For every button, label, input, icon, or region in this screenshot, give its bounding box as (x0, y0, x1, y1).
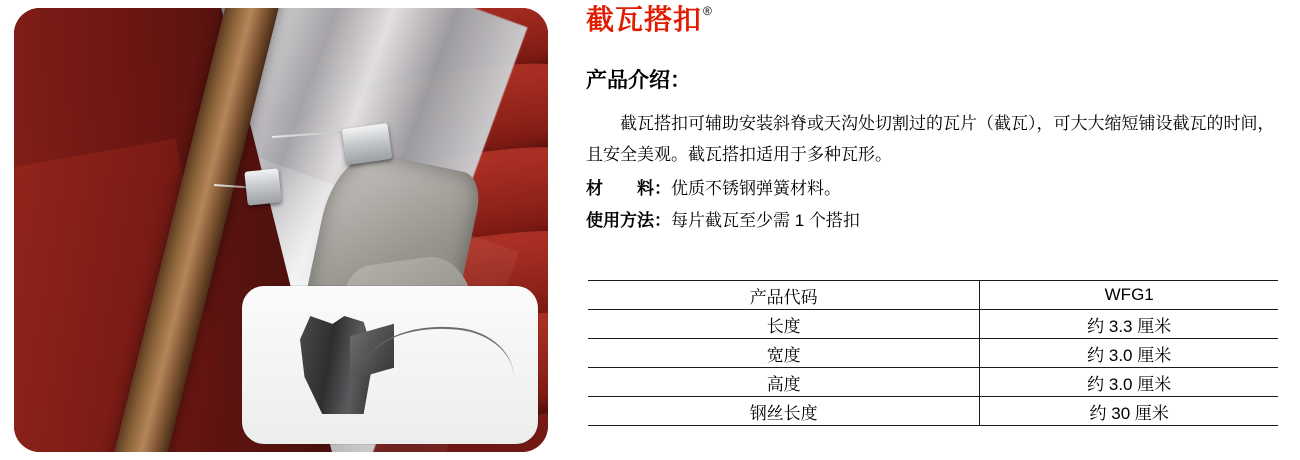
installed-clip (244, 168, 281, 205)
spec-table-body (588, 281, 1278, 426)
intro-paragraph: 截瓦搭扣可辅助安装斜脊或天沟处切割过的瓦片（截瓦），可大大缩短铺设截瓦的时间，且安全美观。截瓦搭扣适用于多种瓦形。 (586, 114, 1275, 164)
spec-value: WFG1 (980, 281, 1278, 310)
product-description (586, 0, 1286, 460)
spec-value: 约 3.3 厘米 (980, 310, 1278, 339)
spec-value: 约 3.0 厘米 (980, 368, 1278, 397)
page-title: 截瓦搭扣 (586, 4, 703, 35)
spec-label: 高度 (588, 368, 980, 397)
usage-value: 每片截瓦至少需 1 个搭扣 (671, 211, 860, 230)
spec-label: 产品代码 (588, 281, 980, 310)
registered-trademark-icon: ® (703, 4, 712, 18)
intro-heading: 产品介绍： (586, 69, 691, 92)
inset-product-photo (242, 286, 538, 444)
installed-clip (342, 123, 393, 165)
table-row (588, 368, 1278, 397)
spec-table (588, 280, 1278, 426)
product-title-row (586, 6, 712, 34)
usage-row (586, 206, 860, 236)
material-value: 优质不锈钢弹簧材料。 (671, 179, 841, 198)
table-row (588, 281, 1278, 310)
spec-label: 钢丝长度 (588, 397, 980, 426)
table-row (588, 310, 1278, 339)
table-row (588, 339, 1278, 368)
spec-value: 约 30 厘米 (980, 397, 1278, 426)
spec-label: 宽度 (588, 339, 980, 368)
spec-label: 长度 (588, 310, 980, 339)
material-row (586, 174, 841, 204)
material-label: 材 料： (586, 179, 671, 198)
main-photo (14, 8, 548, 452)
usage-label: 使用方法： (586, 211, 671, 230)
spec-value: 约 3.0 厘米 (980, 339, 1278, 368)
table-row (588, 397, 1278, 426)
